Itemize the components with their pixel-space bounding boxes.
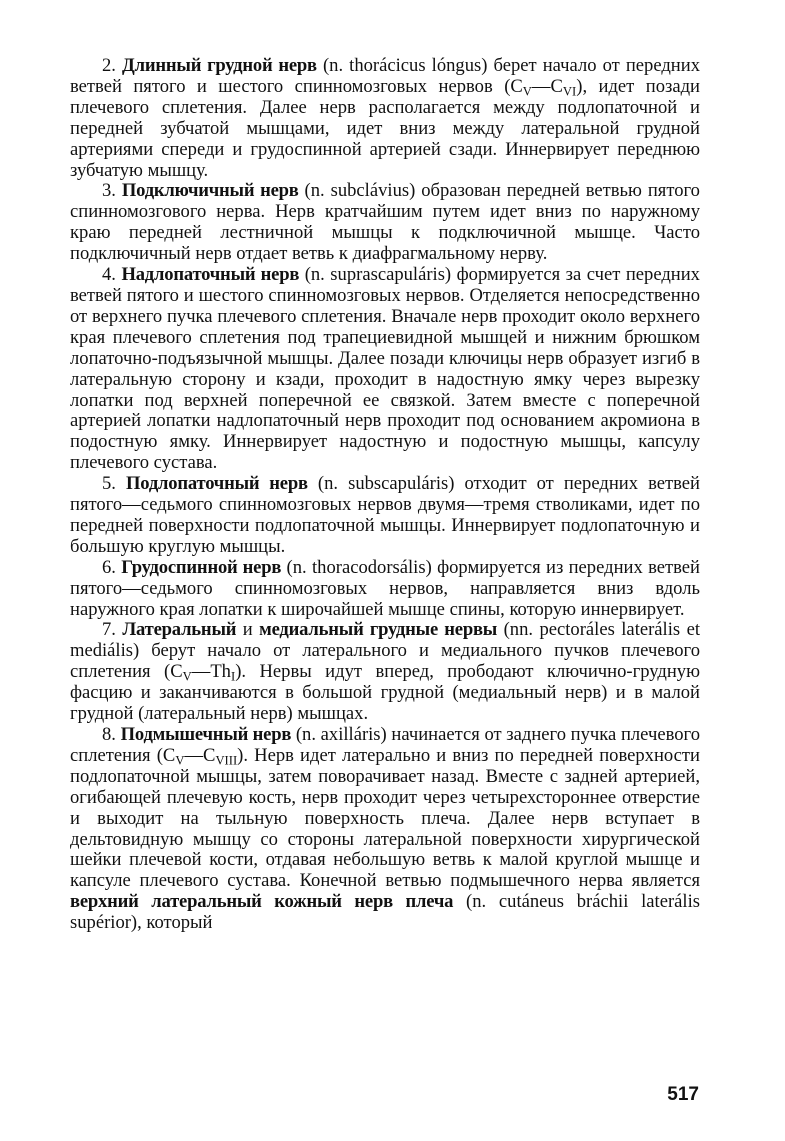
term-bold: Подключичный нерв: [121, 180, 299, 202]
paragraph-text-2: (n. cutáneus bráchii laterális supérior), который: [70, 891, 700, 934]
paragraph-number: 5.: [102, 473, 116, 495]
paragraph-text: (n. thorácicus lóngus) берет начало от передних ветвей пятого и шестого спинномозговых нервов $(C_V—C_{VI})$, идет позади плечевого сплетения. Далее нерв располагается между подлопаточной и передней зубчатой мышцами, идет вниз между латеральной грудной артериями спереди и грудоспинной артерией сзади. Иннервирует переднюю зубчатую мышцу.: [70, 55, 700, 181]
paragraph-text: (n. subclávius) образован передней ветвью пятого спинномозгового нерва. Нерв кратчайшим путем идет вниз по наружному краю передней лестничной мышцы к подключичной мышце. Часто подключичный нерв отдает ветвь к диафрагмальному нерву.: [70, 180, 700, 265]
paragraph-thoracodorsal-nerve: [70, 558, 700, 621]
paragraph-number: 6.: [102, 556, 116, 578]
paragraph-long-thoracic-nerve: [70, 56, 700, 181]
paragraph-text: (n. axilláris) начинается от заднего пучка плечевого сплетения $(C_V—C_{VIII})$. Нерв идет латерально и вниз по передней поверхности подлопаточной мышцы, затем поворачивает назад. Вместе с задней артерией, огибающей плечевую кость, нерв проходит через четырехстороннее отверстие и выходит на тыльную поверхность плеча. Далее нерв вступает в дельтовидную мышцу со стороны латеральной поверхности хирургической шейки плечевой кости, отдавая небольшую ветвь к малой круглой мышце и капсуле плечевого сустава. Конечной ветвью подмышечного нерва является: [70, 724, 701, 892]
term-bold: Латеральный: [122, 619, 237, 641]
term-bold: Грудоспинной нерв: [121, 556, 282, 578]
term-bold-2: медиальный грудные нервы: [259, 619, 498, 641]
paragraph-number: 8.: [102, 724, 116, 745]
paragraph-subscapular-nerve: [70, 474, 700, 558]
term-bold-3: верхний латеральный кожный нерв плеча: [70, 891, 454, 913]
paragraph-text: (n. thoracodorsális) формируется из передних ветвей пятого—седьмого спинномозговых нервов, направляется вниз вдоль наружного края лопатки к широчайшей мышце спины, которую иннервирует.: [70, 556, 700, 620]
term-bold: Подмышечный нерв: [120, 724, 292, 745]
paragraph-pectoral-nerves: [70, 620, 700, 725]
page-number: 517: [667, 1084, 699, 1105]
term-bold: Подлопаточный нерв: [126, 473, 308, 495]
paragraph-axillary-nerve: [70, 725, 700, 934]
term-bold: Длинный грудной нерв: [122, 55, 317, 76]
paragraph-text: (n. subscapuláris) отходит от передних ветвей пятого—седьмого спинномозговых нервов двумя—тремя стволиками, идет по передней поверхности подлопаточной мышцы. Иннервирует подлопаточную и большую круглую мышцы.: [70, 473, 700, 557]
paragraph-text: (n. suprascapuláris) формируется за счет передних ветвей пятого и шестого спинномозговых нервов. Отделяется непосредственно от верхнего пучка плечевого сплетения. Вначале нерв проходит около верхнего края плечевого сплетения под трапециевидной мышцей и нижним брюшком лопаточно-подъязычной мышцы. Далее позади ключицы нерв образует изгиб в латеральную сторону и кзади, проходит в надостную ямку через вырезку лопатки под верхней поперечной ее связкой. Затем вместе с поперечной артерией лопатки надлопаточный нерв проходит под основанием акромиона в подостную ямку. Иннервирует надостную и подостную мышцы, капсулу плечевого сустава.: [70, 264, 700, 474]
paragraph-text: (nn. pectoráles laterális et mediális) берут начало от латерального и медиального пучков плечевого сплетения $(C_V—Th_I)$. Нервы идут вперед, прободают ключично-грудную фасцию и заканчиваются в большой грудной (медиальный нерв) и в малой грудной (латеральный нерв) мышцах.: [70, 619, 700, 725]
term-bold: Надлопаточный нерв: [121, 264, 300, 286]
paragraph-number: 7.: [102, 619, 116, 641]
paragraph-subclavian-nerve: [70, 181, 700, 265]
paragraph-connector: и: [236, 619, 260, 641]
paragraph-number: 2.: [102, 55, 116, 76]
paragraph-number: 3.: [102, 180, 116, 202]
paragraph-suprascapular-nerve: [70, 265, 700, 474]
paragraph-number: 4.: [102, 264, 116, 286]
page-body: [70, 56, 700, 934]
